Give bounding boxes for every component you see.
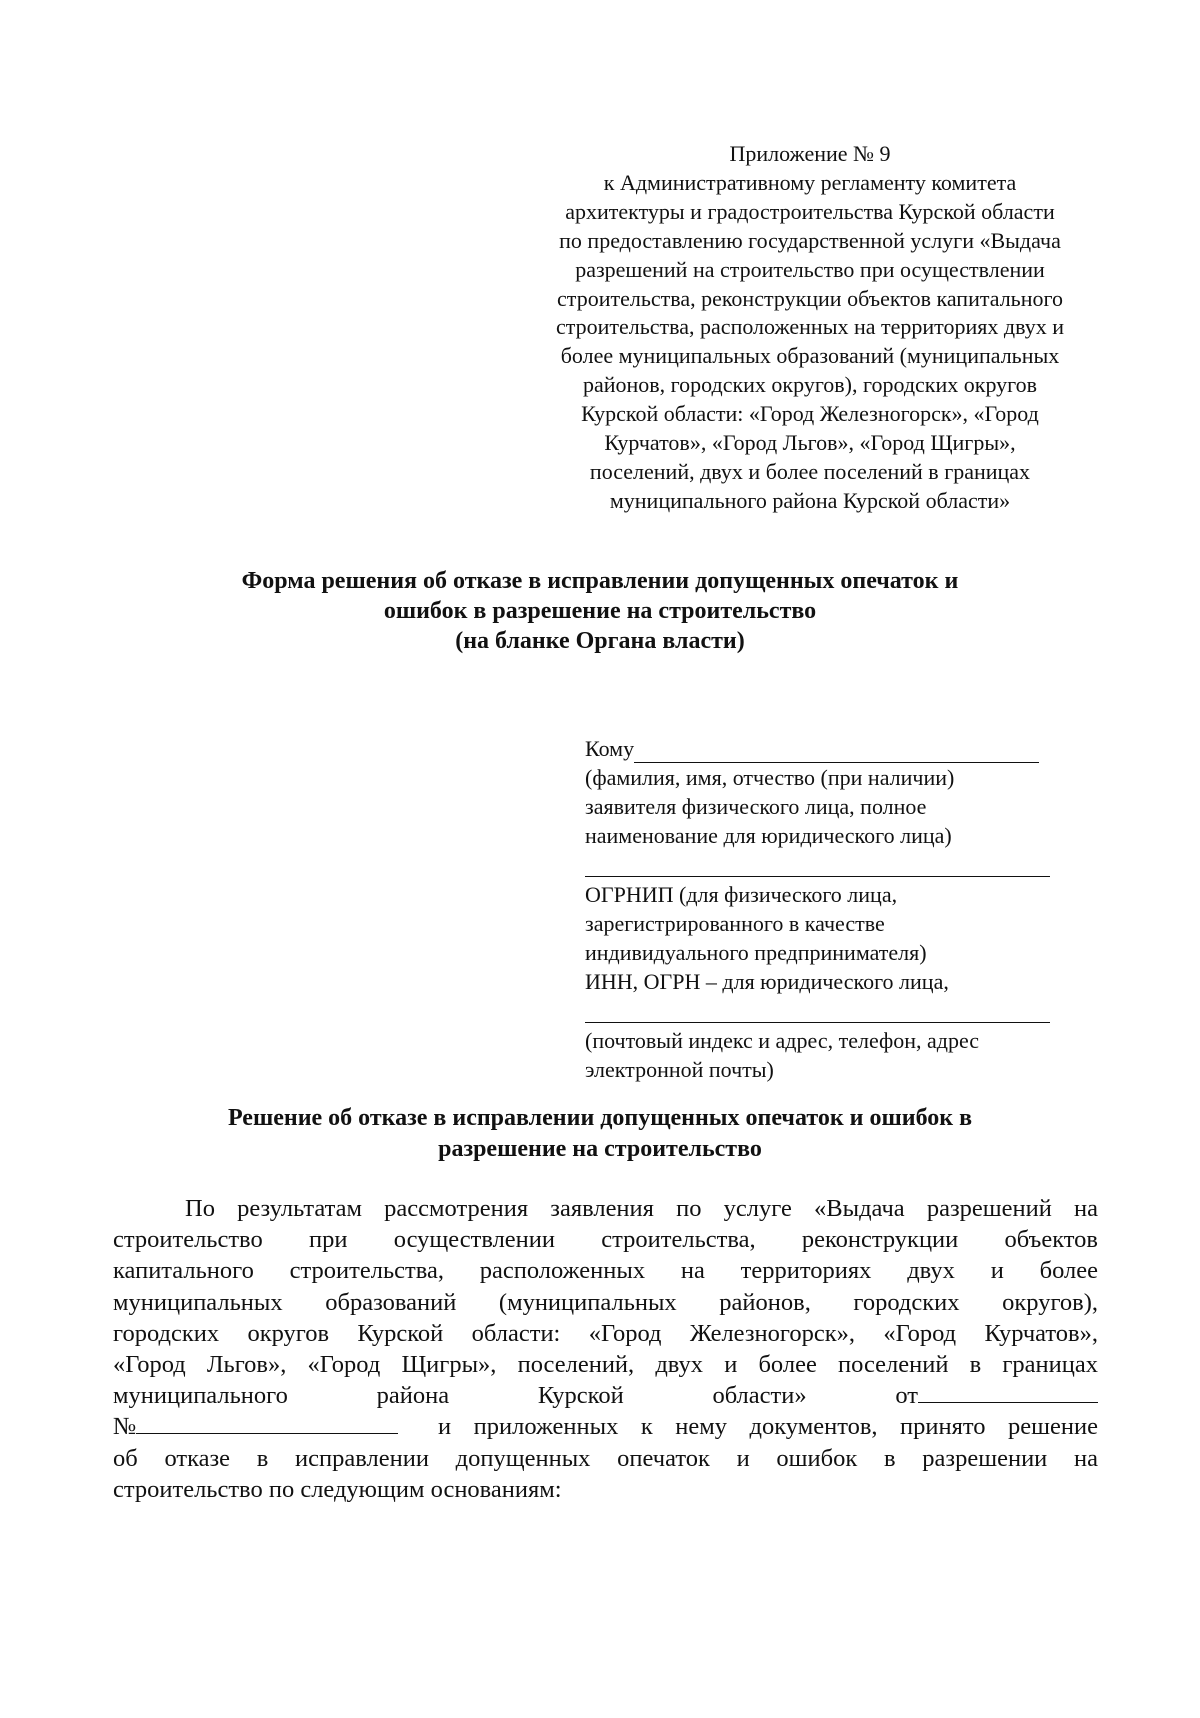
recipient-id-blank[interactable] bbox=[585, 850, 1050, 877]
recipient-block bbox=[585, 734, 1065, 1084]
appendix-line: Приложение № 9 bbox=[729, 141, 891, 166]
body-line-fragment: и приложенных к нему документов, принято решение bbox=[438, 1413, 1098, 1441]
body-line: строительство по следующим основаниям: bbox=[113, 1475, 562, 1503]
body-line: По результатам рассмотрения заявления по услуге «Выдача разрешений на bbox=[185, 1195, 1098, 1222]
appendix-line: разрешений на строительство при осуществлении bbox=[575, 256, 1045, 282]
appendix-line: строительства, расположенных на территориях двух и bbox=[555, 314, 1064, 340]
decision-title bbox=[120, 1103, 1080, 1165]
body-line-date bbox=[113, 1380, 1098, 1411]
recipient-note-line: заявителя физического лица, полное bbox=[585, 794, 927, 819]
appendix-line: более муниципальных образований (муниципальных bbox=[560, 343, 1060, 369]
body-line: строительство при осуществлении строительства, реконструкции объектов bbox=[113, 1226, 1098, 1254]
decision-title-line: Решение об отказе в исправлении допущенных опечаток и ошибок в bbox=[227, 1105, 973, 1131]
appendix-line: муниципального района Курской области» bbox=[609, 487, 1011, 513]
date-group bbox=[895, 1380, 1098, 1411]
body-line: городских округов Курской области: «Город Железногорск», «Город Курчатов», bbox=[113, 1319, 1098, 1347]
decision-title-line: разрешение на строительство bbox=[438, 1136, 762, 1162]
form-title bbox=[120, 566, 1080, 656]
recipient-note-line: ИНН, ОГРН – для юридического лица, bbox=[585, 969, 949, 994]
appendix-line: Курской области: «Город Железногорск», «Город bbox=[581, 401, 1039, 427]
form-title-line: ошибок в разрешение на строительство bbox=[383, 598, 817, 624]
body-line: об отказе в исправлении допущенных опечаток и ошибок в разрешении на bbox=[113, 1444, 1098, 1472]
recipient-address-blank[interactable] bbox=[585, 996, 1050, 1023]
decision-body bbox=[113, 1193, 1098, 1505]
recipient-name-blank[interactable] bbox=[634, 740, 1039, 763]
appendix-line: по предоставлению государственной услуги «Выдача bbox=[559, 227, 1061, 253]
form-title-line: Форма решения об отказе в исправлении допущенных опечаток и bbox=[241, 568, 959, 594]
form-title-line: (на бланке Органа власти) bbox=[455, 628, 745, 654]
recipient-note-line: зарегистрированного в качестве bbox=[585, 911, 885, 936]
body-line: муниципальных образований (муниципальных районов, городских округов), bbox=[113, 1288, 1098, 1316]
number-sign: № bbox=[113, 1413, 137, 1441]
appendix-header bbox=[520, 140, 1100, 516]
appendix-line: к Административному регламенту комитета bbox=[603, 169, 1017, 195]
appendix-line: Курчатов», «Город Льгов», «Город Щигры», bbox=[604, 430, 1016, 456]
recipient-note-line: индивидуального предпринимателя) bbox=[585, 940, 927, 965]
body-word: района bbox=[376, 1382, 450, 1410]
body-line-number bbox=[113, 1411, 1098, 1442]
recipient-note-line: электронной почты) bbox=[585, 1057, 774, 1082]
body-word: от bbox=[895, 1382, 918, 1410]
body-word: муниципального bbox=[113, 1382, 288, 1410]
date-blank[interactable] bbox=[918, 1380, 1098, 1403]
recipient-note-line: (фамилия, имя, отчество (при наличии) bbox=[585, 765, 955, 790]
appendix-line: архитектуры и градостроительства Курской области bbox=[565, 198, 1055, 224]
recipient-note-line: ОГРНИП (для физического лица, bbox=[585, 882, 898, 907]
number-group bbox=[113, 1411, 398, 1442]
appendix-line: поселений, двух и более поселений в границах bbox=[589, 458, 1031, 484]
appendix-line: районов, городских округов), городских округов bbox=[582, 372, 1038, 398]
appendix-line: строительства, реконструкции объектов капитального bbox=[557, 285, 1063, 311]
body-word: Курской bbox=[537, 1382, 624, 1410]
recipient-note-line: наименование для юридического лица) bbox=[585, 823, 952, 848]
recipient-to-label: Кому bbox=[585, 736, 635, 761]
recipient-to-row bbox=[585, 734, 1065, 763]
body-line: «Город Льгов», «Город Щигры», поселений, двух и более поселений в границах bbox=[113, 1350, 1098, 1378]
recipient-note-line: (почтовый индекс и адрес, телефон, адрес bbox=[585, 1028, 980, 1053]
number-blank[interactable] bbox=[136, 1411, 398, 1434]
body-word: области» bbox=[712, 1382, 807, 1410]
body-line: капитального строительства, расположенных на территориях двух и более bbox=[113, 1257, 1098, 1285]
